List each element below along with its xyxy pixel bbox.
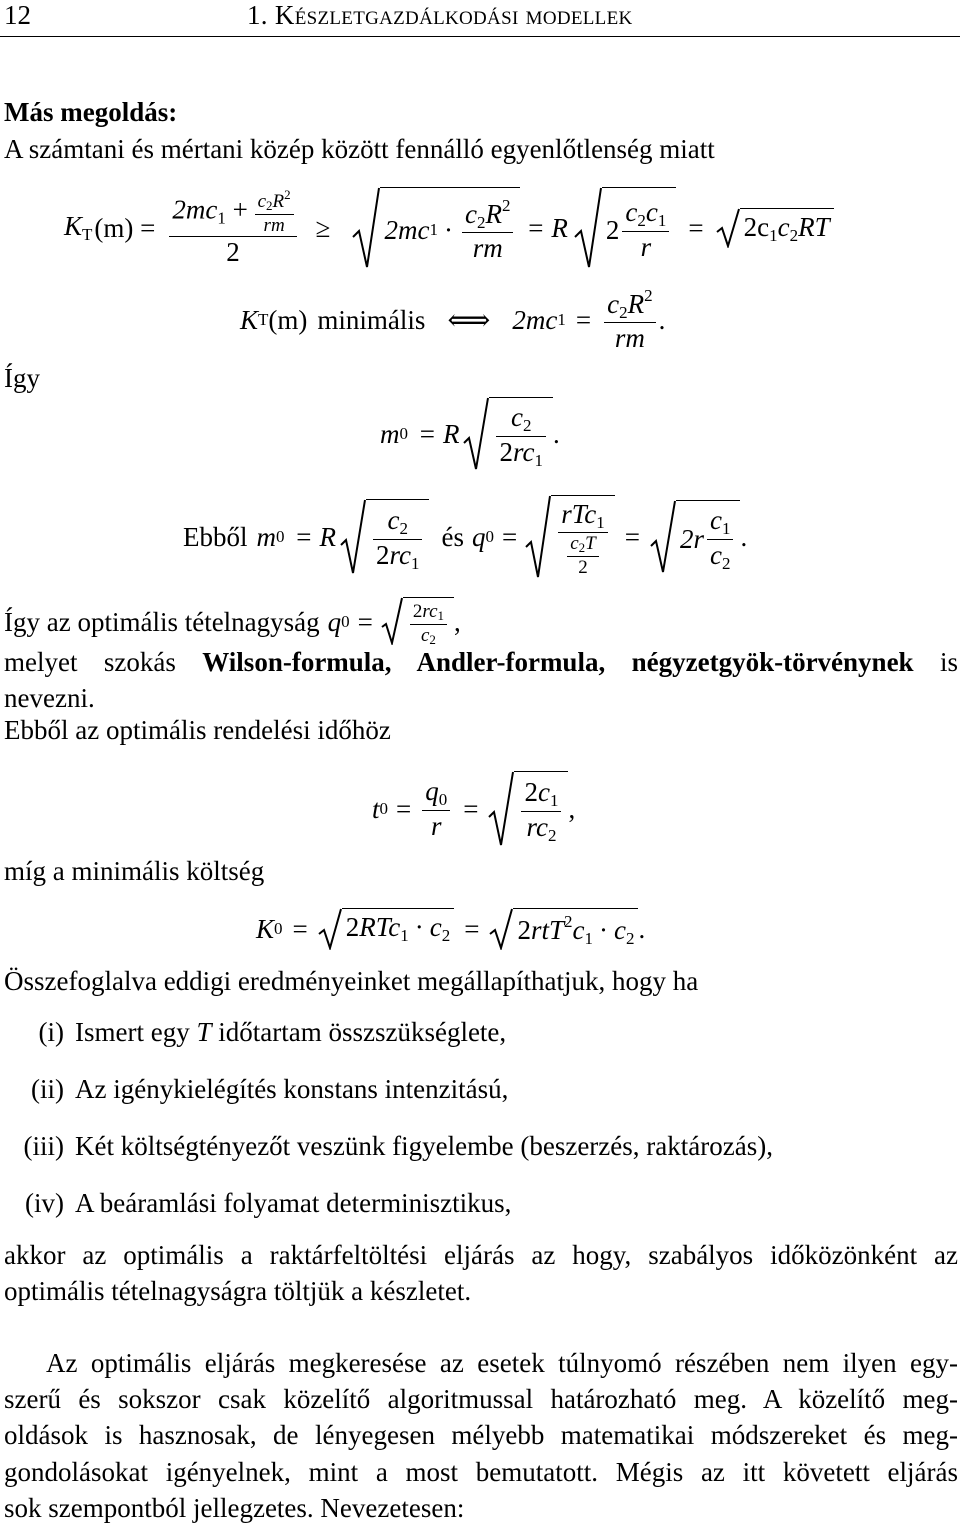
chapter-title: 1. Készletgazdálkodási modellek <box>247 0 633 30</box>
list-item: Ismert egy T időtartam összszükséglete, <box>75 1017 507 1047</box>
geq-symbol: ≥ <box>315 212 331 243</box>
list-item-label: (i) <box>38 1017 64 1047</box>
final-paragraph: Az optimális eljárás megkeresése az esetek túlnyomó részében nem ilyen egy- szerű és sokszor csak közelítő algoritmussal határozható meg. A közelítő meg- oldások is hasznosak, de lényegesen mélyebb matematikai módszereket és meg- gondolásokat igényelnek, mint a most bemutatott. Mégis az itt követett eljárás sok szempontból jellegzetes. Nevezetesen: <box>4 1348 958 1523</box>
equation-m0: m 0 = R $\frac{c_2}{2rc_1}$ . <box>380 396 560 472</box>
conclusion-paragraph: akkor az optimális a raktárfeltöltési eljárás az hogy, szabályos időközönként az optimális tételnagyságra töltjük a készletet. <box>4 1240 958 1306</box>
optimal-lot-size-sentence: Így az optimális tételnagyság q 0 = $\frac{2rc_1}{c_2}$ , <box>4 592 461 652</box>
list-item: Az igénykielégítés konstans intenzitású, <box>75 1074 509 1104</box>
gm-sqrt-3: $2c_1c_2RT$ <box>716 208 834 248</box>
igy-label: Így <box>4 363 40 393</box>
list-item: A beáramlási folyamat determinisztikus, <box>75 1188 512 1218</box>
header-rule <box>0 36 960 37</box>
gm-sqrt-2: 2 $\frac{c_2c_1}{r}$ <box>574 187 676 269</box>
list-item: Két költségtényezőt veszünk figyelembe (beszerzés, raktározás), <box>75 1131 773 1161</box>
equation-k0: K 0 = $2RTc_1 \cdot c_2$ = $2rtT^2c_1 \cdot c_2$ . <box>256 906 645 952</box>
wilson-paragraph: melyet szokás Wilson-formula, Andler-formula, négyzetgyök-törvénynek is nevezni. <box>4 647 959 713</box>
section-heading: Más megoldás: <box>4 97 178 127</box>
formula-names: Wilson-formula, Andler-formula, négyzetgyök-törvénynek <box>202 647 914 677</box>
equation-t0: t 0 = $\frac{q_0}{r}$ = $\frac{2c_1}{rc_2}$ , <box>372 767 575 851</box>
iff-symbol: ⟺ <box>447 303 491 337</box>
order-time-text: Ebből az optimális rendelési időhöz <box>4 715 391 745</box>
list-item-label: (iii) <box>23 1131 64 1161</box>
min-cost-text: míg a minimális költség <box>4 856 265 886</box>
equation-minimal: K T (m) minimális ⟺ 2mc 1 = $\frac{c_2R^2}{rm}$ . <box>240 285 666 354</box>
list-item-label: (iv) <box>25 1188 64 1218</box>
am-fraction: $2mc_1$ + $\frac{c_2R^2}{rm}$ 2 <box>169 188 296 269</box>
gm-sqrt: 2mc 1 · $\frac{c_2R^2}{rm}$ <box>352 187 520 269</box>
page-number: 12 <box>4 0 31 30</box>
kt-symbol: $K_T$ <box>64 211 93 244</box>
summary-intro: Összefoglalva eddigi eredményeinket megállapíthatjuk, hogy ha <box>4 966 699 996</box>
equation-am-gm: $K_T$ (m) = $2mc_1$ + $\frac{c_2R^2}{rm}$ 2 ≥ 2mc 1 · $\frac{c_2R^2}{rm}$ = R 2 $\frac{c_2c_1}{r}$ = $2c_1c_2RT$ <box>64 183 834 273</box>
section-intro: A számtani és mértani közép között fennálló egyenlőtlenség miatt <box>4 134 715 164</box>
list-item-label: (ii) <box>31 1074 64 1104</box>
equation-ebbol: Ebből m 0 = R $\frac{c_2}{2rc_1}$ és q 0 = $\frac{rTc_1}{\frac{c_2T}{2}}$ = 2r $\frac{c_1}{c_2}$ . <box>183 492 747 582</box>
